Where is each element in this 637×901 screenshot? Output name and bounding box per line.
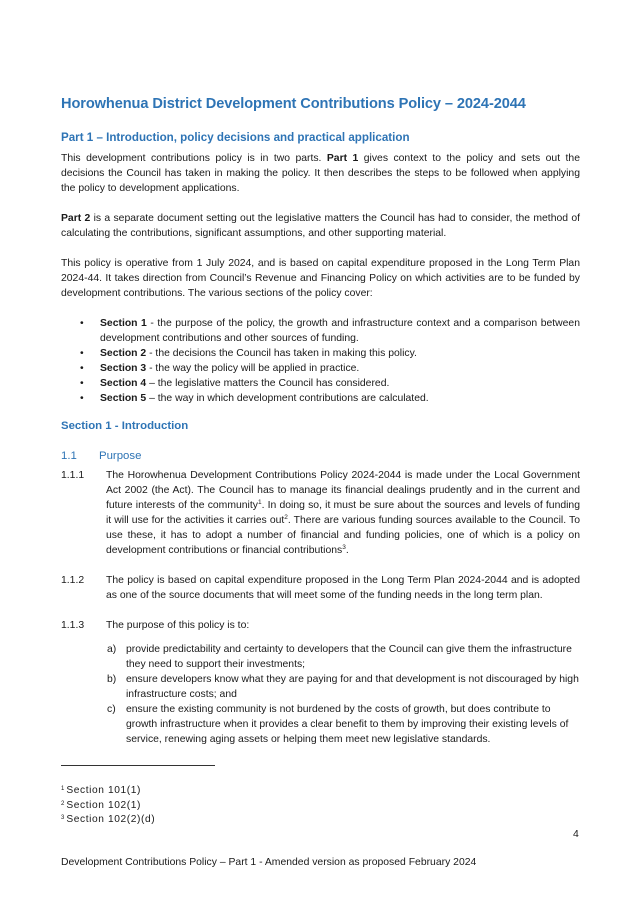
item-letter: c) [107,704,116,715]
bullet-icon: • [80,348,84,359]
clause-number: 1.1.3 [61,620,85,631]
part2-label: Part 2 [61,213,91,224]
footnote-ref: 2 [284,514,288,521]
clause-text [106,468,580,558]
footnote-ref: 3 [342,544,346,551]
list-item [80,346,580,361]
footnote-text: Section 101(1) [66,785,142,796]
bullet-icon: • [80,393,84,404]
section-label: Section 1 [100,318,147,329]
intro-text: gives context to the policy and sets out the decisions the Council has taken in making the policy. It then describes the steps to be followed when applying the policy to development applications. [61,153,580,194]
sections-list [61,316,580,406]
footnote-text: Section 102(1) [66,799,142,811]
list-item [107,642,580,672]
footnote [61,799,155,814]
footnote-ref: 1 [257,499,262,506]
section-description: - the purpose of the policy, the growth and infrastructure context and a comparison between development contributions and other sources of funding. [100,318,580,344]
section-label: Section 2 [100,348,147,359]
footnotes [61,784,155,828]
page-footer: Development Contributions Policy – Part 1 - Amended version as proposed February 2024 [61,857,477,868]
part1-label: Part 1 [326,153,359,164]
clause-1-1-3 [61,618,580,633]
section-description: – the legislative matters the Council has considered. [146,378,390,389]
bullet-icon: • [80,378,84,389]
intro-text: This development contributions policy is in two parts. [61,153,327,164]
intro-paragraph-1 [61,151,580,196]
clause-text: The policy is based on capital expenditure proposed in the Long Term Plan 2024-2044 and is adopted as one of the source documents that will meet some of the funding needs in the long term plan. [106,575,580,601]
footnote-divider [61,765,215,766]
clause-text: The purpose of this policy is to: [106,620,250,631]
clause-text-part: . In doing so, it must be sure about the sources and levels of funding it will use for the activities it carries out [106,500,580,526]
purpose-heading [61,450,580,462]
clause-1-1-2 [61,573,580,603]
section-description: – the way in which development contributions are calculated. [146,393,429,404]
part1-heading: Part 1 – Introduction, policy decisions and practical application [61,131,410,144]
section-label: Section 3 [100,363,147,374]
item-text: provide predictability and certainty to developers that the Council can give them the infrastructure they need to support their investments; [126,644,572,670]
footnote-number: 3 [61,815,65,821]
footnote-number: 1 [61,786,65,792]
list-item [80,361,580,376]
section-description: - the decisions the Council has taken in making this policy. [146,348,417,359]
list-item [80,316,580,346]
bullet-icon: • [80,363,84,374]
clause-number: 1.1.2 [61,575,85,586]
purpose-list [61,642,580,747]
list-item [80,376,580,391]
list-item [107,672,580,702]
section-description: - the way the policy will be applied in practice. [146,363,360,374]
clause-text-part: . There are various funding sources available to the Council. To use these, it has to adopt a number of financial and funding policies, one of which is a policy on development contributions or financial contributions [106,515,580,556]
intro-text: is a separate document setting out the legislative matters the Council has had to consider, the method of calculating the contributions, significant assumptions, and other supporting material. [61,213,580,239]
footnote [61,784,155,799]
item-letter: b) [107,674,117,685]
document-title: Horowhenua District Development Contributions Policy – 2024-2044 [61,96,526,112]
subsection-number: 1.1 [61,450,77,462]
section1-heading: Section 1 - Introduction [61,420,189,432]
list-item [80,391,580,406]
page-number: 4 [573,829,579,840]
item-letter: a) [107,644,117,655]
subsection-title: Purpose [99,450,142,462]
clause-text-part: The Horowhenua Development Contributions Policy 2024-2044 is made under the Local Government Act 2002 (the Act). The Council has to manage its financial dealings prudently and in the current and future interests of the community [106,470,580,511]
item-text: ensure the existing community is not burdened by the costs of growth, but does contribute to growth infrastructure when it provides a clear benefit to them by improving their existing levels of service, renewing aging assets or helping them meet new legislative standards. [126,704,569,745]
clause-number: 1.1.1 [61,470,85,481]
intro-paragraph-2 [61,211,580,241]
clause-text-part: . [345,545,349,556]
clause-1-1-1 [61,468,580,558]
footnote-text: Section 102(2)(d) [66,814,156,825]
section-label: Section 4 [100,378,147,389]
intro-paragraph-3: This policy is operative from 1 July 2024, and is based on capital expenditure proposed in the Long Term Plan 2024-44. It takes direction from Council’s Revenue and Financing Policy on which activities are to be funded by development contributions. The various sections of the policy cover: [61,258,580,299]
footnote-number: 2 [61,800,65,807]
section-label: Section 5 [100,393,147,404]
list-item [107,702,580,747]
page-content [61,96,580,747]
footnote [61,813,155,828]
bullet-icon: • [80,318,84,329]
item-text: ensure developers know what they are paying for and that development is not discouraged by high infrastructure costs; and [126,674,579,700]
